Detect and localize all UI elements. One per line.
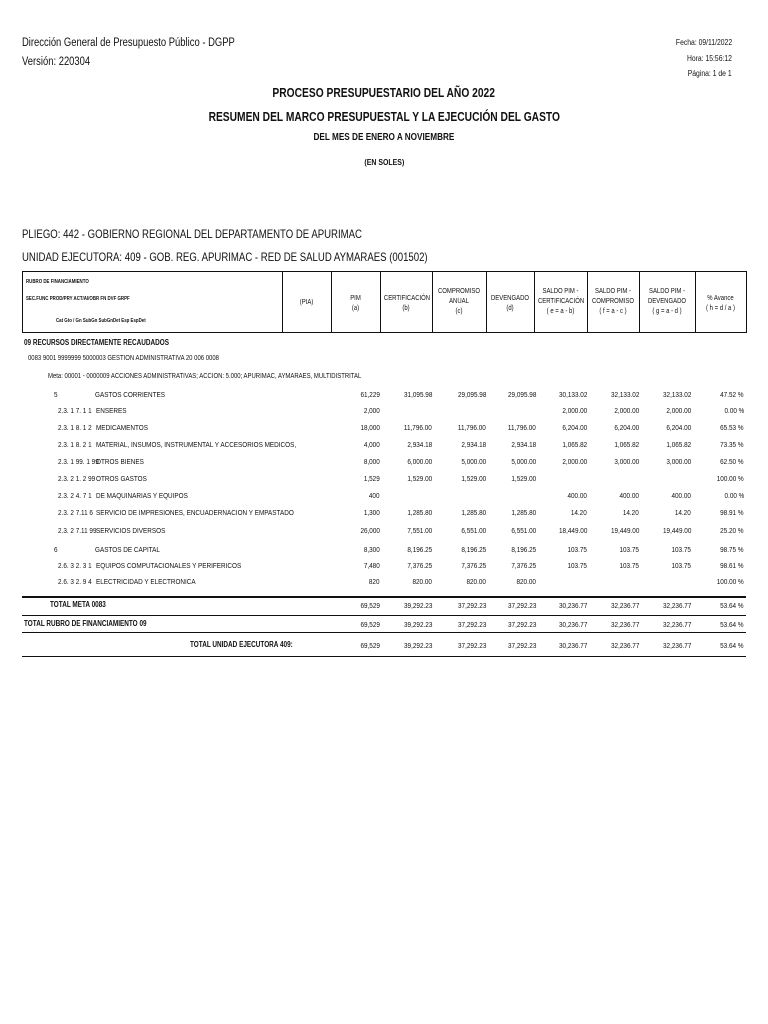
table-row	[0, 440, 768, 456]
title-summary: RESUMEN DEL MARCO PRESUPUESTAL Y LA EJECUCIÓN DEL GASTO	[208, 110, 560, 124]
cell-dev: 1,285.80	[511, 508, 536, 517]
title-period: DEL MES DE ENERO A NOVIEMBRE	[313, 132, 455, 143]
table-row	[0, 577, 768, 593]
cell-spd: 1,065.82	[666, 440, 691, 449]
title-process: PROCESO PRESUPUESTARIO DEL AÑO 2022	[272, 86, 496, 100]
total-dev: 37,292.23	[507, 601, 536, 610]
header-compromiso: COMPROMISO ANUAL (c)	[438, 288, 480, 315]
cell-spc: 18,449.00	[558, 526, 587, 535]
cell-dev: 820.00	[516, 577, 536, 586]
total-spd: 32,236.77	[662, 601, 691, 610]
cell-spm: 400.00	[619, 491, 639, 500]
cell-pim: 26,000	[360, 526, 380, 535]
header-saldo-compromiso: SALDO PIM - COMPROMISO ( f = a - c )	[592, 288, 634, 315]
cell-av: 100.00 %	[717, 474, 744, 483]
cell-comp: 820.00	[466, 577, 486, 586]
row-description: EQUIPOS COMPUTACIONALES Y PERIFERICOS	[96, 561, 242, 570]
row-code: 2.3. 2 7.11 99	[58, 526, 97, 535]
row-description: DE MAQUINARIAS Y EQUIPOS	[96, 491, 188, 500]
total-comp: 37,292.23	[457, 601, 486, 610]
total-spm: 32,236.77	[610, 641, 639, 650]
cell-cert: 31,095.98	[403, 390, 432, 399]
row-description: GASTOS CORRIENTES	[95, 390, 166, 399]
cell-dev: 5,000.00	[511, 457, 536, 466]
cell-comp: 2,934.18	[461, 440, 486, 449]
cell-av: 0.00 %	[724, 491, 744, 500]
row-code: 2.3. 1 8. 1 2	[58, 423, 92, 432]
cell-spc: 6,204.00	[562, 423, 587, 432]
pliego-label: PLIEGO: 442 - GOBIERNO REGIONAL DEL DEPARTAMENTO DE APURIMAC	[22, 227, 362, 241]
row-code: 2.6. 3 2. 3 1	[58, 561, 92, 570]
row-code: 6	[54, 545, 58, 554]
cell-dev: 8,196.25	[511, 545, 536, 554]
row-code: 2.3. 1 8. 2 1	[58, 440, 92, 449]
cell-av: 0.00 %	[724, 406, 744, 415]
table-row	[0, 508, 768, 524]
cell-pim: 400	[369, 491, 380, 500]
cell-comp: 1,285.80	[461, 508, 486, 517]
cell-av: 47.52 %	[720, 390, 744, 399]
cell-cert: 7,376.25	[407, 561, 432, 570]
title-currency: (EN SOLES)	[364, 157, 404, 167]
total-av: 53.64 %	[720, 641, 744, 650]
cell-spd: 6,204.00	[666, 423, 691, 432]
total-cert: 39,292.23	[403, 601, 432, 610]
total-spm: 32,236.77	[610, 601, 639, 610]
table-row	[0, 474, 768, 490]
cell-comp: 6,551.00	[461, 526, 486, 535]
cell-spc: 1,065.82	[562, 440, 587, 449]
cell-av: 25.20 %	[720, 526, 744, 535]
row-description: MEDICAMENTOS	[96, 423, 148, 432]
cell-spd: 103.75	[671, 561, 691, 570]
cell-spc: 14.20	[571, 508, 587, 517]
cell-cert: 1,529.00	[407, 474, 432, 483]
cell-comp: 11,796.00	[458, 423, 486, 432]
total-dev: 37,292.23	[507, 620, 536, 629]
row-description: SERVICIO DE IMPRESIONES, ENCUADERNACION Y EMPASTADO	[96, 508, 294, 517]
cell-spc: 103.75	[567, 545, 587, 554]
cell-spc: 2,000.00	[562, 406, 587, 415]
cell-comp: 5,000.00	[461, 457, 486, 466]
row-description: OTROS GASTOS	[96, 474, 147, 483]
row-description: ELECTRICIDAD Y ELECTRONICA	[96, 577, 196, 586]
row-code: 2.3. 2 7.11 6	[58, 508, 93, 517]
table-row	[0, 390, 768, 406]
cell-av: 65.53 %	[720, 423, 744, 432]
table-row	[0, 406, 768, 422]
meta-line: Meta: 00001 - 0000009 ACCIONES ADMINISTRATIVAS; ACCION: 5.000; APURIMAC, AYMARAES, MULTIDISTRITAL	[48, 373, 362, 380]
cell-dev: 29,095.98	[507, 390, 536, 399]
table-row	[0, 545, 768, 561]
cell-cert: 6,000.00	[407, 457, 432, 466]
cell-pim: 8,300	[364, 545, 380, 554]
cell-spd: 103.75	[671, 545, 691, 554]
header-certificacion: CERTIFICACIÓN (b)	[383, 295, 431, 312]
section-rubro: 09 RECURSOS DIRECTAMENTE RECAUDADOS	[24, 338, 169, 347]
row-code: 5	[54, 390, 58, 399]
cell-comp: 8,196.25	[461, 545, 486, 554]
table-row	[0, 423, 768, 439]
header-avance: % Avance ( h = d / a )	[706, 295, 735, 312]
cell-dev: 1,529.00	[511, 474, 536, 483]
total-row	[0, 619, 768, 635]
cell-dev: 2,934.18	[511, 440, 536, 449]
cell-pim: 2,000	[364, 406, 380, 415]
report-date: Fecha: 09/11/2022	[675, 38, 732, 47]
org-name: Dirección General de Presupuesto Público - DGPP	[22, 37, 235, 49]
cell-cert: 1,285.80	[407, 508, 432, 517]
header-saldo-devengado: SALDO PIM - DEVENGADO ( g = a - d )	[647, 288, 687, 315]
total-spc: 30,236.77	[558, 641, 587, 650]
row-code: 2.3. 2 4. 7 1	[58, 491, 92, 500]
cell-pim: 1,529	[364, 474, 380, 483]
header-pim: PIM (a)	[350, 295, 361, 312]
cell-pim: 8,000	[364, 457, 380, 466]
total-row	[0, 600, 768, 616]
cell-av: 62.50 %	[720, 457, 744, 466]
header-saldo-certificacion: SALDO PIM - CERTIFICACIÓN ( e = a - b)	[537, 288, 585, 315]
cell-spm: 14.20	[623, 508, 639, 517]
cell-cert: 8,196.25	[407, 545, 432, 554]
row-code: 2.3. 1 99. 1 99	[58, 457, 99, 466]
cell-cert: 820.00	[412, 577, 432, 586]
cell-spm: 2,000.00	[614, 406, 639, 415]
cell-av: 98.61 %	[720, 561, 744, 570]
header-rubro: RUBRO DE FINANCIAMIENTO	[26, 279, 89, 285]
page-number: Página: 1 de 1	[688, 69, 732, 78]
total-spc: 30,236.77	[558, 620, 587, 629]
total-spd: 32,236.77	[662, 641, 691, 650]
row-description: OTROS BIENES	[96, 457, 144, 466]
cell-pim: 18,000	[360, 423, 380, 432]
cell-spc: 103.75	[567, 561, 587, 570]
total-comp: 37,292.23	[457, 641, 486, 650]
row-description: SERVICIOS DIVERSOS	[96, 526, 166, 535]
cell-spm: 6,204.00	[614, 423, 639, 432]
cell-spm: 1,065.82	[614, 440, 639, 449]
cell-spd: 32,133.02	[662, 390, 691, 399]
table-row	[0, 526, 768, 542]
cell-spm: 19,449.00	[610, 526, 639, 535]
cell-spm: 103.75	[619, 545, 639, 554]
unidad-ejecutora-label: UNIDAD EJECUTORA: 409 - GOB. REG. APURIMAC - RED DE SALUD AYMARAES (001502)	[22, 250, 428, 264]
total-av: 53.64 %	[720, 601, 744, 610]
row-code: 2.6. 3 2. 9 4	[58, 577, 92, 586]
total-cert: 39,292.23	[403, 620, 432, 629]
cell-dev: 11,796.00	[508, 423, 536, 432]
report-time: Hora: 15:56:12	[687, 54, 732, 63]
total-row	[0, 640, 768, 656]
cell-cert: 2,934.18	[407, 440, 432, 449]
sec-func-line: 0083 9001 9999999 5000003 GESTION ADMINISTRATIVA 20 006 0008	[28, 355, 219, 362]
table-row	[0, 457, 768, 473]
cell-av: 100.00 %	[717, 577, 744, 586]
cell-spm: 32,133.02	[610, 390, 639, 399]
cell-spd: 2,000.00	[666, 406, 691, 415]
cell-dev: 6,551.00	[511, 526, 536, 535]
cell-spc: 400.00	[567, 491, 587, 500]
cell-cert: 7,551.00	[407, 526, 432, 535]
cell-comp: 29,095.98	[457, 390, 486, 399]
total-dev: 37,292.23	[507, 641, 536, 650]
total-label: TOTAL UNIDAD EJECUTORA 409:	[190, 640, 293, 649]
row-code: 2.3. 1 7. 1 1	[58, 406, 92, 415]
total-spc: 30,236.77	[558, 601, 587, 610]
total-pim: 69,529	[360, 620, 380, 629]
cell-dev: 7,376.25	[511, 561, 536, 570]
row-description: ENSERES	[96, 406, 127, 415]
total-spd: 32,236.77	[662, 620, 691, 629]
total-pim: 69,529	[360, 601, 380, 610]
table-row	[0, 491, 768, 507]
row-description: GASTOS DE CAPITAL	[95, 545, 160, 554]
cell-spm: 103.75	[619, 561, 639, 570]
header-sec-func: SEC.FUNC PROD/PRY ACT/AI/OBR FN DVF GRPF	[26, 296, 130, 302]
cell-pim: 61,229	[360, 390, 380, 399]
total-pim: 69,529	[360, 641, 380, 650]
total-label: TOTAL META 0083	[50, 600, 106, 609]
total-label: TOTAL RUBRO DE FINANCIAMIENTO 09	[24, 619, 147, 628]
version: Versión: 220304	[22, 56, 91, 68]
header-cat-gasto: Cat Gto / Gn SubGn SubGnDet Esp EspDet	[56, 318, 146, 324]
row-description: MATERIAL, INSUMOS, INSTRUMENTAL Y ACCESORIOS MEDICOS,	[96, 440, 297, 449]
total-spm: 32,236.77	[610, 620, 639, 629]
header-devengado: DEVENGADO (d)	[490, 295, 530, 312]
cell-av: 98.91 %	[720, 508, 744, 517]
header-pia: (PIA)	[299, 299, 314, 306]
cell-spc: 30,133.02	[558, 390, 587, 399]
cell-spd: 19,449.00	[662, 526, 691, 535]
table-row	[0, 561, 768, 577]
cell-comp: 7,376.25	[461, 561, 486, 570]
cell-pim: 1,300	[364, 508, 380, 517]
cell-comp: 1,529.00	[461, 474, 486, 483]
cell-spd: 3,000.00	[666, 457, 691, 466]
cell-spc: 2,000.00	[562, 457, 587, 466]
cell-spm: 3,000.00	[614, 457, 639, 466]
cell-cert: 11,796.00	[404, 423, 432, 432]
total-cert: 39,292.23	[403, 641, 432, 650]
cell-av: 73.35 %	[720, 440, 744, 449]
row-code: 2.3. 2 1. 2 99	[58, 474, 96, 483]
total-comp: 37,292.23	[457, 620, 486, 629]
cell-spd: 14.20	[675, 508, 691, 517]
total-av: 53.64 %	[720, 620, 744, 629]
cell-av: 98.75 %	[720, 545, 744, 554]
cell-pim: 820	[369, 577, 380, 586]
cell-pim: 4,000	[364, 440, 380, 449]
cell-spd: 400.00	[671, 491, 691, 500]
cell-pim: 7,480	[364, 561, 380, 570]
